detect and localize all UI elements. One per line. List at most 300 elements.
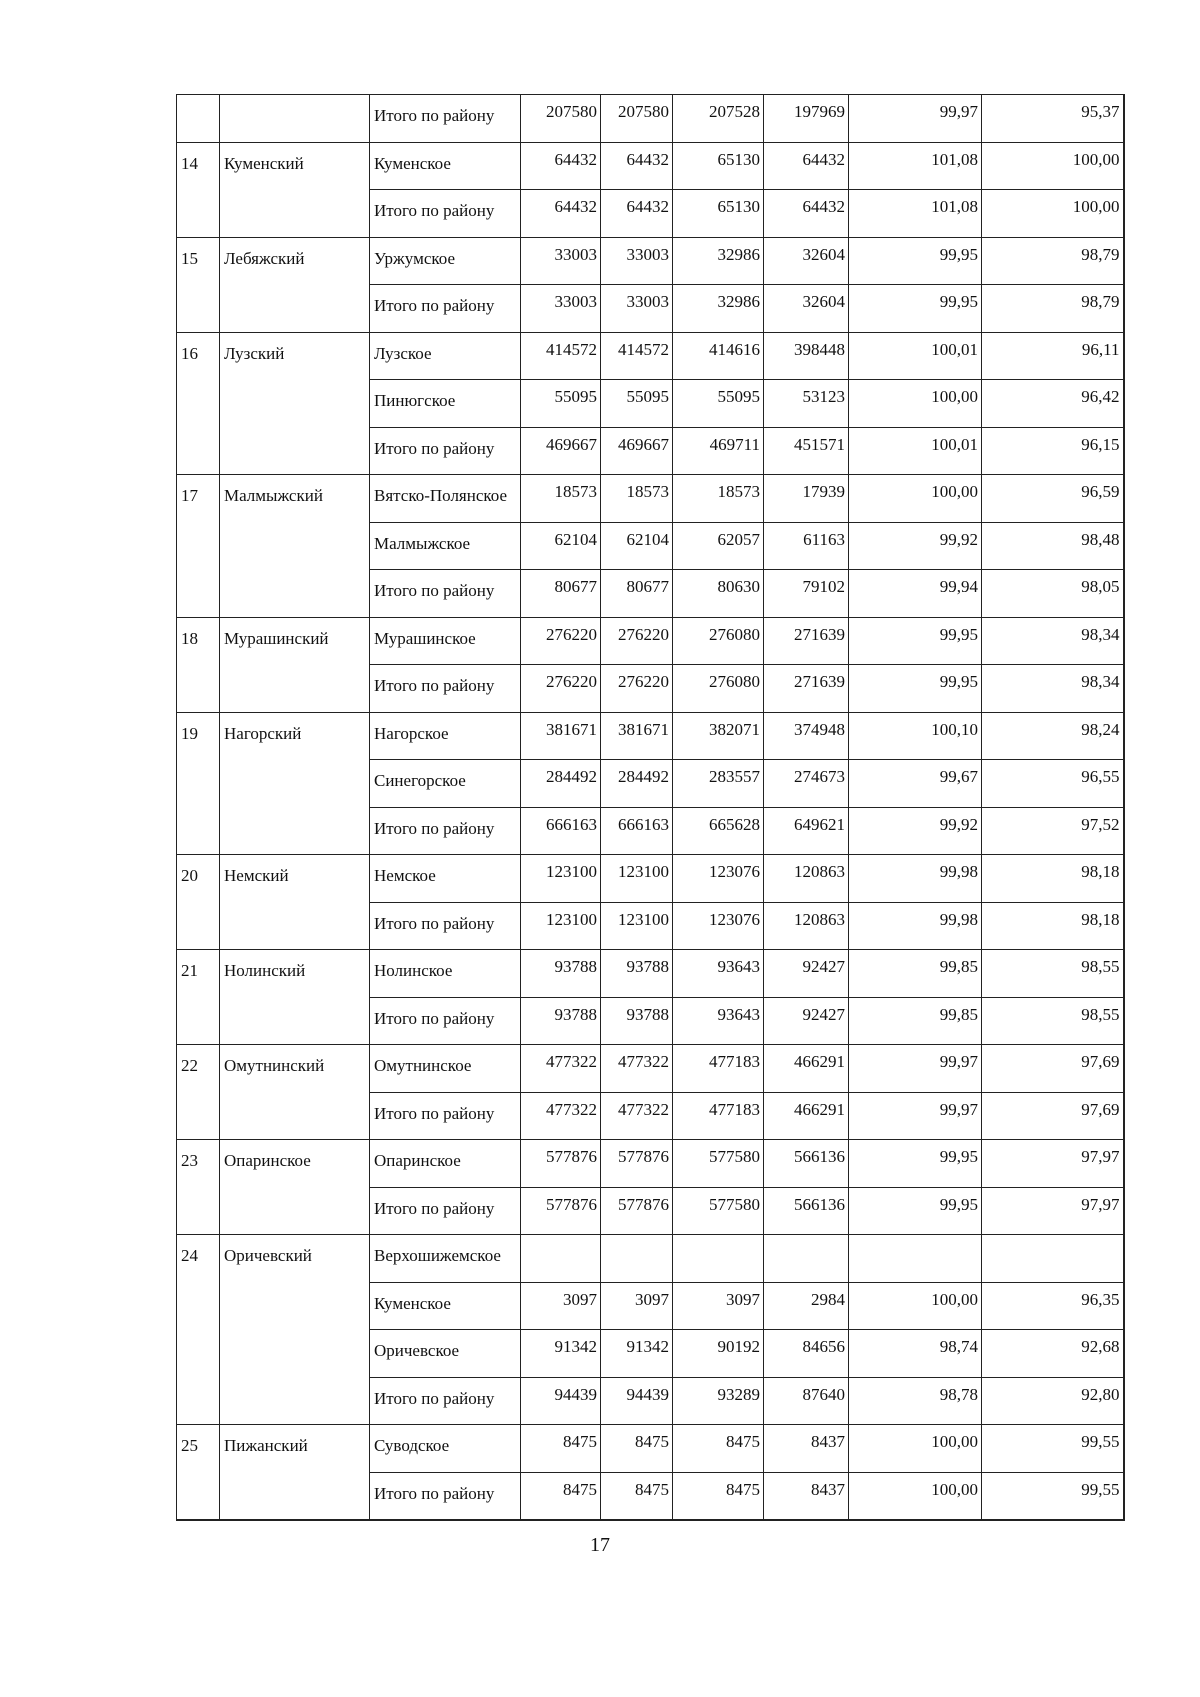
refined-plan-value-cell: 64432	[601, 142, 673, 190]
row-number-cell	[177, 997, 220, 1045]
percent-paid-cell: 97,52	[982, 807, 1124, 855]
percent-paid-cell: 98,55	[982, 950, 1124, 998]
percent-accrued-cell: 99,85	[849, 950, 982, 998]
settlement-cell: Итого по району	[370, 95, 521, 143]
accrued-value-cell: 65130	[673, 142, 764, 190]
percent-accrued-cell: 98,74	[849, 1330, 982, 1378]
row-number-cell: 25	[177, 1425, 220, 1473]
district-cell: Нолинский	[220, 950, 370, 998]
plan-value-cell: 276220	[521, 617, 601, 665]
settlement-cell: Суводское	[370, 1425, 521, 1473]
table-row	[177, 190, 1124, 238]
district-cell	[220, 1472, 370, 1520]
accrued-value-cell: 90192	[673, 1330, 764, 1378]
settlement-cell: Итого по району	[370, 1092, 521, 1140]
percent-accrued-cell: 99,92	[849, 807, 982, 855]
district-cell: Опаринское	[220, 1140, 370, 1188]
refined-plan-value-cell: 8475	[601, 1472, 673, 1520]
percent-accrued-cell: 101,08	[849, 190, 982, 238]
accrued-value-cell: 382071	[673, 712, 764, 760]
table-row	[177, 1092, 1124, 1140]
data-table	[176, 94, 1125, 1521]
table-row	[177, 1472, 1124, 1520]
accrued-value-cell: 469711	[673, 427, 764, 475]
percent-accrued-cell: 99,94	[849, 570, 982, 618]
row-number-cell: 23	[177, 1140, 220, 1188]
table-row	[177, 380, 1124, 428]
settlement-cell: Куменское	[370, 142, 521, 190]
paid-value-cell: 466291	[764, 1045, 849, 1093]
refined-plan-value-cell: 33003	[601, 285, 673, 333]
accrued-value-cell: 276080	[673, 665, 764, 713]
plan-value-cell: 469667	[521, 427, 601, 475]
percent-paid-cell: 98,18	[982, 855, 1124, 903]
paid-value-cell: 649621	[764, 807, 849, 855]
plan-value-cell: 666163	[521, 807, 601, 855]
settlement-cell: Синегорское	[370, 760, 521, 808]
accrued-value-cell: 414616	[673, 332, 764, 380]
settlement-cell: Лузское	[370, 332, 521, 380]
plan-value-cell: 80677	[521, 570, 601, 618]
settlement-cell: Итого по району	[370, 902, 521, 950]
table-row	[177, 1187, 1124, 1235]
district-cell	[220, 902, 370, 950]
row-number-cell	[177, 190, 220, 238]
settlement-cell: Куменское	[370, 1282, 521, 1330]
accrued-value-cell: 62057	[673, 522, 764, 570]
paid-value-cell: 120863	[764, 855, 849, 903]
table-body	[177, 95, 1124, 1520]
district-cell	[220, 285, 370, 333]
percent-accrued-cell: 99,67	[849, 760, 982, 808]
district-cell: Лебяжский	[220, 237, 370, 285]
percent-accrued-cell: 99,97	[849, 95, 982, 143]
district-cell: Лузский	[220, 332, 370, 380]
plan-value-cell: 62104	[521, 522, 601, 570]
paid-value-cell: 32604	[764, 285, 849, 333]
settlement-cell: Опаринское	[370, 1140, 521, 1188]
percent-paid-cell: 97,97	[982, 1140, 1124, 1188]
district-cell	[220, 665, 370, 713]
percent-paid-cell: 95,37	[982, 95, 1124, 143]
percent-accrued-cell: 99,95	[849, 617, 982, 665]
refined-plan-value-cell: 666163	[601, 807, 673, 855]
row-number-cell	[177, 760, 220, 808]
table-row	[177, 475, 1124, 523]
plan-value-cell: 93788	[521, 950, 601, 998]
percent-paid-cell: 97,69	[982, 1045, 1124, 1093]
percent-paid-cell: 97,97	[982, 1187, 1124, 1235]
settlement-cell: Итого по району	[370, 1377, 521, 1425]
district-cell	[220, 997, 370, 1045]
district-cell	[220, 95, 370, 143]
district-cell	[220, 1187, 370, 1235]
accrued-value-cell: 477183	[673, 1045, 764, 1093]
row-number-cell: 19	[177, 712, 220, 760]
district-cell: Нагорский	[220, 712, 370, 760]
table-row	[177, 1045, 1124, 1093]
percent-accrued-cell: 99,97	[849, 1092, 982, 1140]
accrued-value-cell: 477183	[673, 1092, 764, 1140]
table-row	[177, 1377, 1124, 1425]
district-cell	[220, 1377, 370, 1425]
row-number-cell	[177, 1377, 220, 1425]
paid-value-cell: 566136	[764, 1187, 849, 1235]
percent-paid-cell: 99,55	[982, 1425, 1124, 1473]
accrued-value-cell	[673, 1235, 764, 1283]
accrued-value-cell: 8475	[673, 1425, 764, 1473]
accrued-value-cell: 8475	[673, 1472, 764, 1520]
percent-paid-cell: 100,00	[982, 142, 1124, 190]
accrued-value-cell: 93643	[673, 997, 764, 1045]
table-row	[177, 332, 1124, 380]
row-number-cell	[177, 570, 220, 618]
plan-value-cell: 33003	[521, 237, 601, 285]
accrued-value-cell: 123076	[673, 855, 764, 903]
refined-plan-value-cell: 93788	[601, 997, 673, 1045]
paid-value-cell: 398448	[764, 332, 849, 380]
percent-paid-cell: 98,34	[982, 665, 1124, 713]
percent-paid-cell: 96,59	[982, 475, 1124, 523]
settlement-cell: Итого по району	[370, 285, 521, 333]
paid-value-cell: 2984	[764, 1282, 849, 1330]
refined-plan-value-cell: 207580	[601, 95, 673, 143]
accrued-value-cell: 80630	[673, 570, 764, 618]
settlement-cell: Нагорское	[370, 712, 521, 760]
refined-plan-value-cell: 381671	[601, 712, 673, 760]
table-row	[177, 522, 1124, 570]
district-cell: Пижанский	[220, 1425, 370, 1473]
refined-plan-value-cell: 123100	[601, 902, 673, 950]
settlement-cell: Омутнинское	[370, 1045, 521, 1093]
table-row	[177, 807, 1124, 855]
row-number-cell: 16	[177, 332, 220, 380]
settlement-cell: Уржумское	[370, 237, 521, 285]
table-row	[177, 712, 1124, 760]
refined-plan-value-cell: 62104	[601, 522, 673, 570]
accrued-value-cell: 577580	[673, 1140, 764, 1188]
percent-accrued-cell: 99,95	[849, 665, 982, 713]
percent-paid-cell: 96,35	[982, 1282, 1124, 1330]
percent-paid-cell: 98,34	[982, 617, 1124, 665]
refined-plan-value-cell: 94439	[601, 1377, 673, 1425]
plan-value-cell: 276220	[521, 665, 601, 713]
table-row	[177, 1282, 1124, 1330]
plan-value-cell: 577876	[521, 1140, 601, 1188]
paid-value-cell: 8437	[764, 1425, 849, 1473]
table-row	[177, 1235, 1124, 1283]
percent-accrued-cell: 99,95	[849, 1187, 982, 1235]
paid-value-cell: 120863	[764, 902, 849, 950]
row-number-cell	[177, 427, 220, 475]
percent-accrued-cell: 100,00	[849, 380, 982, 428]
plan-value-cell: 18573	[521, 475, 601, 523]
district-cell	[220, 380, 370, 428]
table-row	[177, 285, 1124, 333]
refined-plan-value-cell: 80677	[601, 570, 673, 618]
table-row	[177, 855, 1124, 903]
row-number-cell: 18	[177, 617, 220, 665]
district-cell: Малмыжский	[220, 475, 370, 523]
percent-accrued-cell: 100,01	[849, 332, 982, 380]
percent-accrued-cell: 99,95	[849, 1140, 982, 1188]
percent-accrued-cell	[849, 1235, 982, 1283]
refined-plan-value-cell: 469667	[601, 427, 673, 475]
accrued-value-cell: 55095	[673, 380, 764, 428]
refined-plan-value-cell: 55095	[601, 380, 673, 428]
row-number-cell	[177, 1330, 220, 1378]
district-cell	[220, 807, 370, 855]
plan-value-cell: 8475	[521, 1425, 601, 1473]
plan-value-cell: 33003	[521, 285, 601, 333]
district-cell	[220, 1092, 370, 1140]
district-cell: Оричевский	[220, 1235, 370, 1283]
paid-value-cell: 84656	[764, 1330, 849, 1378]
percent-paid-cell: 100,00	[982, 190, 1124, 238]
paid-value-cell: 8437	[764, 1472, 849, 1520]
settlement-cell: Итого по району	[370, 807, 521, 855]
percent-paid-cell: 98,05	[982, 570, 1124, 618]
table-row	[177, 617, 1124, 665]
district-cell: Немский	[220, 855, 370, 903]
paid-value-cell: 466291	[764, 1092, 849, 1140]
paid-value-cell: 79102	[764, 570, 849, 618]
accrued-value-cell: 665628	[673, 807, 764, 855]
table-row	[177, 997, 1124, 1045]
table-row	[177, 760, 1124, 808]
paid-value-cell: 197969	[764, 95, 849, 143]
settlement-cell: Итого по району	[370, 427, 521, 475]
paid-value-cell: 92427	[764, 997, 849, 1045]
district-cell	[220, 1282, 370, 1330]
percent-accrued-cell: 100,00	[849, 1425, 982, 1473]
settlement-cell: Малмыжское	[370, 522, 521, 570]
percent-accrued-cell: 100,00	[849, 1282, 982, 1330]
row-number-cell	[177, 285, 220, 333]
paid-value-cell: 32604	[764, 237, 849, 285]
percent-accrued-cell: 98,78	[849, 1377, 982, 1425]
district-cell: Омутнинский	[220, 1045, 370, 1093]
percent-paid-cell: 98,79	[982, 285, 1124, 333]
accrued-value-cell: 93643	[673, 950, 764, 998]
accrued-value-cell: 276080	[673, 617, 764, 665]
paid-value-cell: 64432	[764, 190, 849, 238]
page-number: 17	[590, 1534, 610, 1556]
district-cell	[220, 570, 370, 618]
percent-paid-cell: 96,11	[982, 332, 1124, 380]
district-cell	[220, 522, 370, 570]
row-number-cell	[177, 1282, 220, 1330]
plan-value-cell: 8475	[521, 1472, 601, 1520]
plan-value-cell: 577876	[521, 1187, 601, 1235]
percent-paid-cell: 92,80	[982, 1377, 1124, 1425]
row-number-cell: 20	[177, 855, 220, 903]
paid-value-cell: 17939	[764, 475, 849, 523]
percent-paid-cell: 98,24	[982, 712, 1124, 760]
refined-plan-value-cell: 91342	[601, 1330, 673, 1378]
percent-paid-cell: 99,55	[982, 1472, 1124, 1520]
plan-value-cell: 91342	[521, 1330, 601, 1378]
refined-plan-value-cell: 284492	[601, 760, 673, 808]
refined-plan-value-cell: 477322	[601, 1092, 673, 1140]
row-number-cell	[177, 1187, 220, 1235]
accrued-value-cell: 65130	[673, 190, 764, 238]
plan-value-cell: 123100	[521, 902, 601, 950]
table-row	[177, 1140, 1124, 1188]
percent-accrued-cell: 99,98	[849, 855, 982, 903]
district-cell	[220, 760, 370, 808]
settlement-cell: Мурашинское	[370, 617, 521, 665]
refined-plan-value-cell: 93788	[601, 950, 673, 998]
settlement-cell: Вятско-Полянское	[370, 475, 521, 523]
row-number-cell: 24	[177, 1235, 220, 1283]
paid-value-cell: 451571	[764, 427, 849, 475]
plan-value-cell: 381671	[521, 712, 601, 760]
percent-paid-cell: 98,79	[982, 237, 1124, 285]
table-row	[177, 1330, 1124, 1378]
percent-accrued-cell: 99,95	[849, 237, 982, 285]
table-row	[177, 1425, 1124, 1473]
percent-accrued-cell: 100,00	[849, 1472, 982, 1520]
settlement-cell: Оричевское	[370, 1330, 521, 1378]
row-number-cell	[177, 1472, 220, 1520]
district-cell	[220, 190, 370, 238]
paid-value-cell: 53123	[764, 380, 849, 428]
paid-value-cell: 271639	[764, 665, 849, 713]
district-cell	[220, 1330, 370, 1378]
percent-paid-cell	[982, 1235, 1124, 1283]
row-number-cell: 15	[177, 237, 220, 285]
settlement-cell: Пинюгское	[370, 380, 521, 428]
percent-accrued-cell: 101,08	[849, 142, 982, 190]
row-number-cell	[177, 380, 220, 428]
accrued-value-cell: 123076	[673, 902, 764, 950]
plan-value-cell: 93788	[521, 997, 601, 1045]
plan-value-cell: 123100	[521, 855, 601, 903]
plan-value-cell: 477322	[521, 1092, 601, 1140]
percent-accrued-cell: 100,10	[849, 712, 982, 760]
percent-accrued-cell: 99,95	[849, 285, 982, 333]
percent-paid-cell: 96,15	[982, 427, 1124, 475]
table-row	[177, 665, 1124, 713]
percent-accrued-cell: 99,85	[849, 997, 982, 1045]
row-number-cell	[177, 95, 220, 143]
row-number-cell: 14	[177, 142, 220, 190]
plan-value-cell	[521, 1235, 601, 1283]
district-cell	[220, 427, 370, 475]
paid-value-cell: 274673	[764, 760, 849, 808]
settlement-cell: Немское	[370, 855, 521, 903]
row-number-cell: 17	[177, 475, 220, 523]
percent-accrued-cell: 99,98	[849, 902, 982, 950]
refined-plan-value-cell: 3097	[601, 1282, 673, 1330]
percent-paid-cell: 98,48	[982, 522, 1124, 570]
table-row	[177, 950, 1124, 998]
settlement-cell: Итого по району	[370, 1187, 521, 1235]
refined-plan-value-cell: 276220	[601, 665, 673, 713]
percent-accrued-cell: 99,97	[849, 1045, 982, 1093]
refined-plan-value-cell: 33003	[601, 237, 673, 285]
settlement-cell: Нолинское	[370, 950, 521, 998]
district-cell: Мурашинский	[220, 617, 370, 665]
settlement-cell: Итого по району	[370, 570, 521, 618]
refined-plan-value-cell: 276220	[601, 617, 673, 665]
percent-accrued-cell: 100,01	[849, 427, 982, 475]
refined-plan-value-cell: 8475	[601, 1425, 673, 1473]
table-row	[177, 902, 1124, 950]
table-row	[177, 142, 1124, 190]
accrued-value-cell: 93289	[673, 1377, 764, 1425]
plan-value-cell: 207580	[521, 95, 601, 143]
refined-plan-value-cell: 577876	[601, 1187, 673, 1235]
paid-value-cell: 271639	[764, 617, 849, 665]
refined-plan-value-cell: 64432	[601, 190, 673, 238]
plan-value-cell: 284492	[521, 760, 601, 808]
settlement-cell: Итого по району	[370, 997, 521, 1045]
table-row	[177, 570, 1124, 618]
refined-plan-value-cell: 477322	[601, 1045, 673, 1093]
plan-value-cell: 3097	[521, 1282, 601, 1330]
settlement-cell: Верхошижемское	[370, 1235, 521, 1283]
row-number-cell	[177, 522, 220, 570]
percent-paid-cell: 98,55	[982, 997, 1124, 1045]
percent-paid-cell: 96,42	[982, 380, 1124, 428]
paid-value-cell: 61163	[764, 522, 849, 570]
paid-value-cell: 374948	[764, 712, 849, 760]
refined-plan-value-cell	[601, 1235, 673, 1283]
plan-value-cell: 64432	[521, 142, 601, 190]
plan-value-cell: 477322	[521, 1045, 601, 1093]
table-row	[177, 427, 1124, 475]
percent-paid-cell: 96,55	[982, 760, 1124, 808]
settlement-cell: Итого по району	[370, 1472, 521, 1520]
paid-value-cell: 64432	[764, 142, 849, 190]
refined-plan-value-cell: 123100	[601, 855, 673, 903]
accrued-value-cell: 32986	[673, 237, 764, 285]
settlement-cell: Итого по району	[370, 665, 521, 713]
district-cell: Куменский	[220, 142, 370, 190]
row-number-cell: 21	[177, 950, 220, 998]
refined-plan-value-cell: 18573	[601, 475, 673, 523]
row-number-cell: 22	[177, 1045, 220, 1093]
paid-value-cell: 87640	[764, 1377, 849, 1425]
refined-plan-value-cell: 577876	[601, 1140, 673, 1188]
plan-value-cell: 414572	[521, 332, 601, 380]
accrued-value-cell: 207528	[673, 95, 764, 143]
accrued-value-cell: 18573	[673, 475, 764, 523]
percent-paid-cell: 97,69	[982, 1092, 1124, 1140]
refined-plan-value-cell: 414572	[601, 332, 673, 380]
accrued-value-cell: 32986	[673, 285, 764, 333]
table-row	[177, 95, 1124, 143]
percent-paid-cell: 92,68	[982, 1330, 1124, 1378]
accrued-value-cell: 577580	[673, 1187, 764, 1235]
percent-accrued-cell: 99,92	[849, 522, 982, 570]
plan-value-cell: 55095	[521, 380, 601, 428]
table-row	[177, 237, 1124, 285]
percent-accrued-cell: 100,00	[849, 475, 982, 523]
row-number-cell	[177, 1092, 220, 1140]
settlement-cell: Итого по району	[370, 190, 521, 238]
paid-value-cell: 92427	[764, 950, 849, 998]
percent-paid-cell: 98,18	[982, 902, 1124, 950]
row-number-cell	[177, 665, 220, 713]
plan-value-cell: 94439	[521, 1377, 601, 1425]
paid-value-cell: 566136	[764, 1140, 849, 1188]
row-number-cell	[177, 807, 220, 855]
row-number-cell	[177, 902, 220, 950]
accrued-value-cell: 3097	[673, 1282, 764, 1330]
